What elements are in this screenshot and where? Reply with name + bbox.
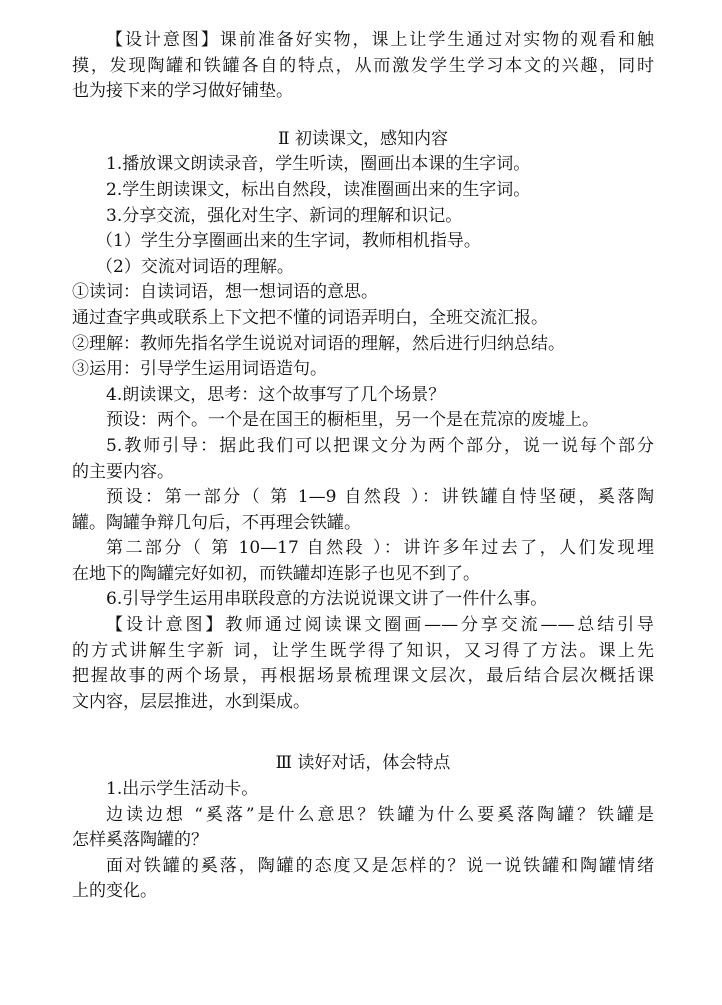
text-line: 5.教师引导：据此我们可以把课文分为两个部分，说一说每个部分 bbox=[106, 435, 654, 456]
text-line: 面对铁罐的奚落，陶罐的态度又是怎样的？说一说铁罐和陶罐情绪 bbox=[106, 855, 654, 876]
text-line: （2）交流对词语的理解。 bbox=[96, 256, 294, 277]
text-line: 第二部分（ 第 10—17 自然段 ）：讲许多年过去了，人们发现埋 bbox=[106, 538, 654, 559]
text-line: 把握故事的两个场景，再根据场景梳理课文层次，最后结合层次概括课 bbox=[72, 666, 654, 687]
section-heading: Ⅲ 读好对话，体会特点 bbox=[275, 753, 451, 774]
text-line: 的主要内容。 bbox=[72, 461, 174, 482]
text-line: （1）学生分享圈画出来的生字词，教师相机指导。 bbox=[96, 231, 481, 252]
text-line: 也为接下来的学习做好铺垫。 bbox=[72, 81, 293, 102]
text-line: 的方式讲解生字新 词，让学生既学得了知识，又习得了方法。课上先 bbox=[72, 640, 654, 661]
text-line: 【设计意图】课前准备好实物，课上让学生通过对实物的观看和触 bbox=[106, 30, 654, 50]
text-line: 文内容，层层推进，水到渠成。 bbox=[72, 691, 310, 712]
text-line: ③运用：引导学生运用词语造句。 bbox=[72, 359, 327, 380]
text-line: 2.学生朗读课文，标出自然段，读准圈画出来的生字词。 bbox=[106, 179, 531, 200]
text-line: 3.分享交流，强化对生字、新词的理解和识记。 bbox=[106, 205, 463, 226]
section-heading: Ⅱ 初读课文，感知内容 bbox=[278, 128, 448, 149]
text-line: 怎样奚落陶罐的？ bbox=[72, 830, 208, 851]
document-page bbox=[72, 28, 654, 905]
text-line: 预设：第一部分（ 第 1—9 自然段 ）：讲铁罐自恃坚硬，奚落陶 bbox=[106, 487, 654, 508]
text-line: ②理解：教师先指名学生说说对词语的理解，然后进行归纳总结。 bbox=[72, 333, 565, 354]
text-line: 摸，发现陶罐和铁罐各自的特点，从而激发学生学习本文的兴趣，同时 bbox=[72, 55, 654, 76]
text-line: 1.出示学生活动卡。 bbox=[106, 779, 259, 800]
text-line: 通过查字典或联系上下文把不懂的词语弄明白，全班交流汇报。 bbox=[72, 307, 548, 328]
text-line: 6.引导学生运用串联段意的方法说说课文讲了一件什么事。 bbox=[106, 589, 548, 610]
text-line: 预设：两个。一个是在国王的橱柜里，另一个是在荒凉的废墟上。 bbox=[106, 410, 599, 431]
text-line: 【设计意图】教师通过阅读课文圈画——分享交流——总结引导 bbox=[106, 615, 654, 636]
text-line: 罐。陶罐争辩几句后，不再理会铁罐。 bbox=[72, 512, 361, 533]
text-line: ①读词：自读词语，想一想词语的意思。 bbox=[72, 282, 378, 303]
text-line: 1.播放课文朗读录音，学生听读，圈画出本课的生字词。 bbox=[106, 154, 531, 175]
text-line: 边读边想 “奚落”是什么意思？铁罐为什么要奚落陶罐？铁罐是 bbox=[106, 804, 654, 825]
text-line: 在地下的陶罐完好如初，而铁罐却连影子也见不到了。 bbox=[72, 563, 480, 584]
text-line: 4.朗读课文，思考：这个故事写了几个场景？ bbox=[106, 384, 446, 405]
text-line: 上的变化。 bbox=[72, 881, 157, 902]
